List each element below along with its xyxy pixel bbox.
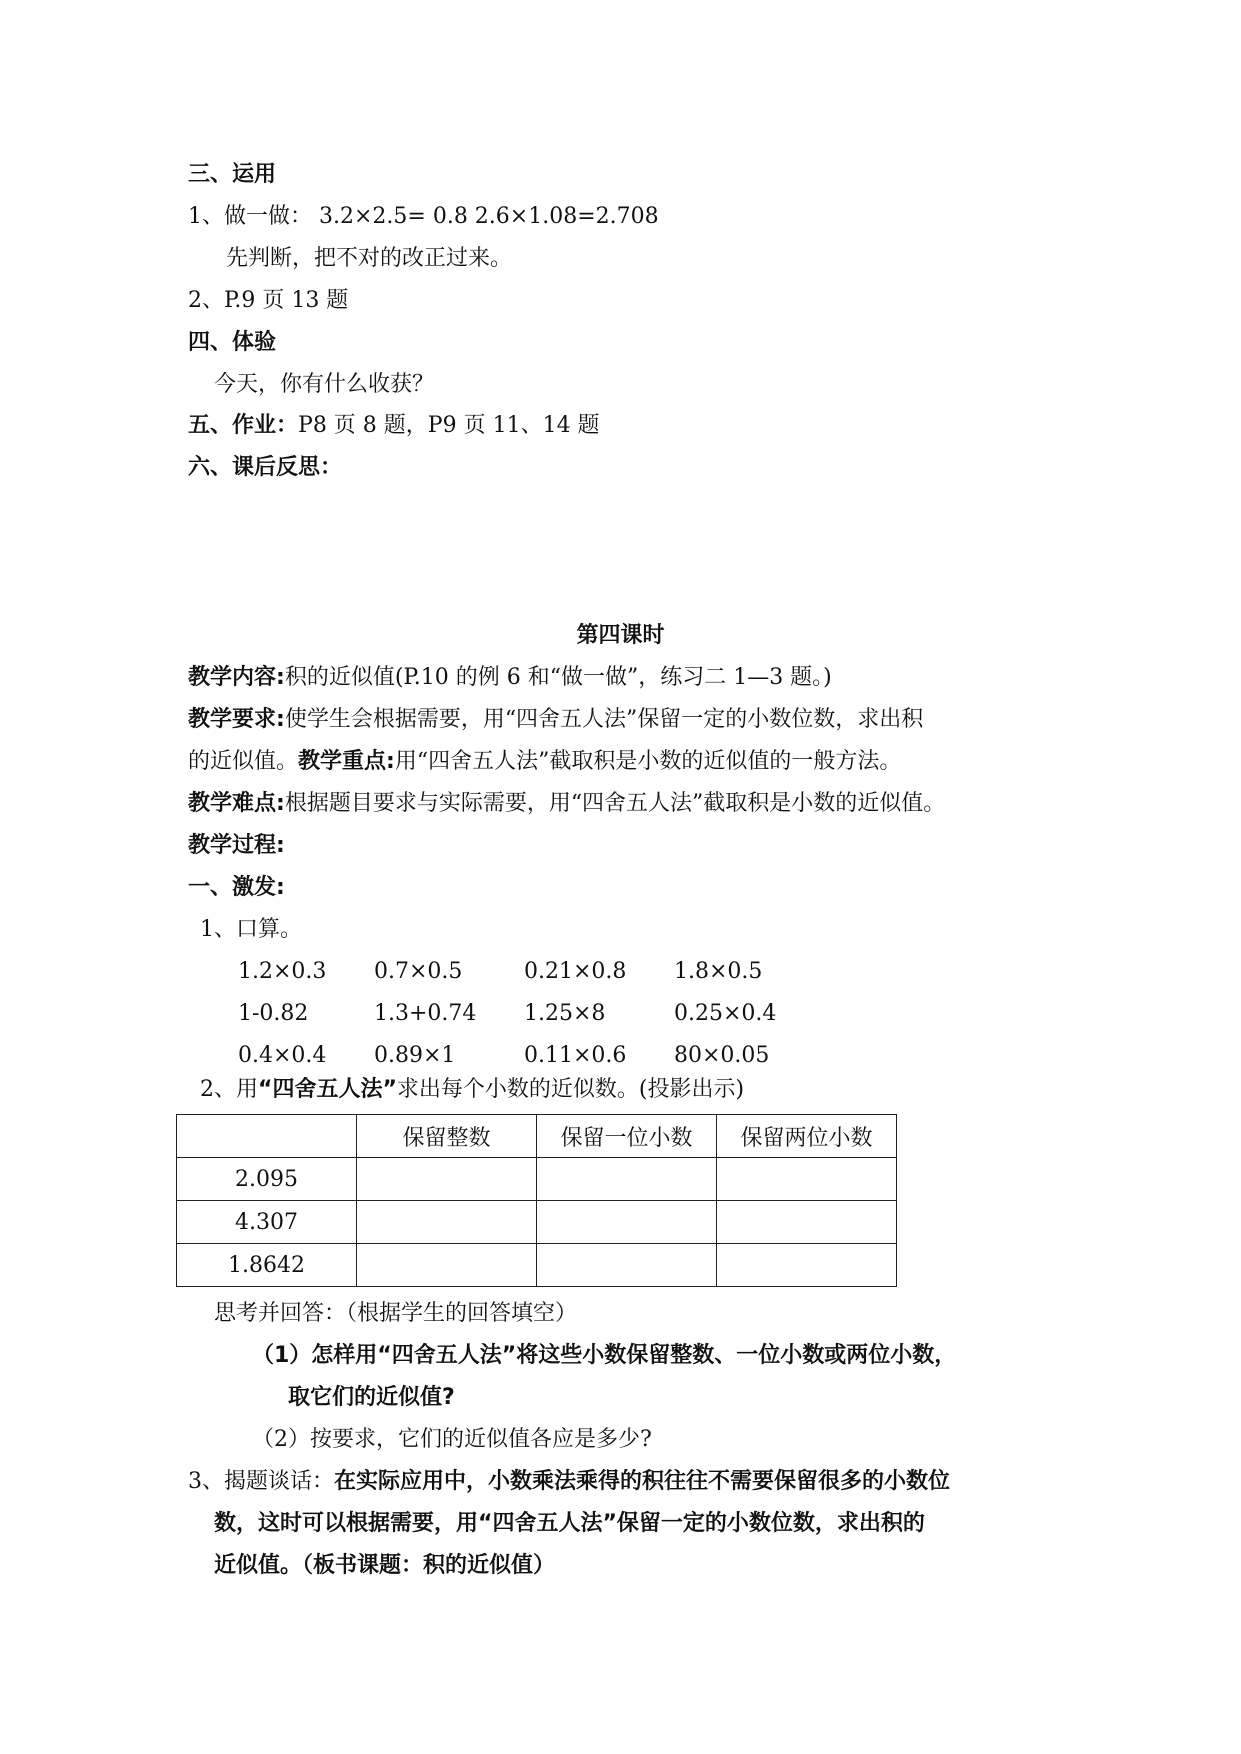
table-row-label: 4.307 <box>177 1201 357 1244</box>
teaching-process-label: 教学过程: <box>188 833 285 858</box>
oral-item: 0.4×0.4 <box>238 1043 327 1068</box>
table-row-label: 1.8642 <box>177 1244 357 1287</box>
section4-title: 四、体验 <box>188 330 277 355</box>
question2-method: “四舍五人法” <box>258 1077 397 1102</box>
table-header-cell: 保留一位小数 <box>537 1115 717 1158</box>
teaching-requirement-label: 教学要求: <box>188 707 285 732</box>
table-cell-empty <box>537 1158 717 1201</box>
oral-item: 80×0.05 <box>674 1043 770 1068</box>
table-header-row <box>177 1115 897 1158</box>
question3-prefix: 3、揭题谈话： <box>188 1469 334 1494</box>
oral-item: 1.25×8 <box>524 1001 606 1026</box>
table-cell-empty <box>717 1158 897 1201</box>
table-cell-empty <box>357 1201 537 1244</box>
section3-title: 三、运用 <box>188 162 277 187</box>
table-cell-empty <box>357 1158 537 1201</box>
teaching-difficulty <box>188 790 945 818</box>
teaching-key-label: 教学重点: <box>298 749 395 774</box>
table-cell-empty <box>537 1244 717 1287</box>
question2 <box>200 1076 744 1104</box>
question3-text-end: 近似值。（板书课题：积的近似值） <box>214 1553 556 1578</box>
section3-item1: 1、做一做： 3.2×2.5= 0.8 2.6×1.08=2.708 <box>188 204 659 229</box>
oral-item: 0.21×0.8 <box>524 959 627 984</box>
teaching-content-text: 积的近似值(P.10 的例 6 和“做一做”，练习二 1—3 题。) <box>284 665 832 690</box>
oral-item: 1-0.82 <box>238 1001 309 1026</box>
lesson-title: 第四课时 <box>576 623 665 648</box>
think-prompt: 思考并回答：（根据学生的回答填空） <box>214 1301 578 1326</box>
teaching-key-point <box>188 748 901 776</box>
approximation-table <box>176 1114 897 1287</box>
section5-line <box>188 412 600 440</box>
think-question1: （1）怎样用“四舍五人法”将这些小数保留整数、一位小数或两位小数， <box>252 1343 957 1368</box>
table-cell-empty <box>537 1201 717 1244</box>
oral-item: 1.2×0.3 <box>238 959 327 984</box>
section4-text: 今天，你有什么收获？ <box>214 372 435 397</box>
teaching-requirement <box>188 706 923 734</box>
think-question1-cont: 取它们的近似值? <box>288 1385 455 1410</box>
table-header-cell <box>177 1115 357 1158</box>
teaching-difficulty-text: 根据题目要求与实际需要，用“四舍五人法”截取积是小数的近似值。 <box>284 791 946 816</box>
teaching-requirement-text: 使学生会根据需要，用“四舍五人法”保留一定的小数位数，求出积 <box>284 707 924 732</box>
question3 <box>188 1468 950 1496</box>
teaching-difficulty-label: 教学难点: <box>188 791 285 816</box>
teaching-content <box>188 664 832 692</box>
table-row <box>177 1244 897 1287</box>
table-row-label: 2.095 <box>177 1158 357 1201</box>
oral-item: 0.11×0.6 <box>524 1043 627 1068</box>
table-row <box>177 1158 897 1201</box>
section6-title: 六、课后反思： <box>188 455 343 480</box>
oral-item: 0.25×0.4 <box>674 1001 777 1026</box>
teaching-requirement-text-cont: 的近似值。 <box>188 749 299 774</box>
table-cell-empty <box>717 1201 897 1244</box>
think-question2: （2）按要求，它们的近似值各应是多少? <box>252 1427 652 1452</box>
oral-item: 0.7×0.5 <box>374 959 463 984</box>
table-cell-empty <box>717 1244 897 1287</box>
table-header-cell: 保留整数 <box>357 1115 537 1158</box>
table-header-cell: 保留两位小数 <box>717 1115 897 1158</box>
question2-prefix: 2、用 <box>200 1077 258 1102</box>
section5-title: 五、作业： <box>188 413 299 438</box>
part1-title: 一、激发: <box>188 875 285 900</box>
oral-item: 1.8×0.5 <box>674 959 763 984</box>
question3-text: 在实际应用中，小数乘法乘得的积往往不需要保留很多的小数位 <box>334 1469 951 1494</box>
oral-item: 1.3+0.74 <box>374 1001 477 1026</box>
section3-item2: 2、P.9 页 13 题 <box>188 288 349 313</box>
teaching-content-label: 教学内容: <box>188 665 285 690</box>
table-row <box>177 1201 897 1244</box>
table-cell-empty <box>357 1244 537 1287</box>
question3-text-cont: 数，这时可以根据需要，用“四舍五人法”保留一定的小数位数，求出积的 <box>214 1511 925 1536</box>
question2-suffix: 求出每个小数的近似数。(投影出示) <box>396 1077 745 1102</box>
section3-item1-note: 先判断，把不对的改正过来。 <box>226 246 513 271</box>
teaching-key-text: 用“四舍五人法”截取积是小数的近似值的一般方法。 <box>394 749 902 774</box>
section5-text: P8 页 8 题，P9 页 11、14 题 <box>298 413 600 438</box>
oral-title: 1、口算。 <box>200 917 302 942</box>
oral-item: 0.89×1 <box>374 1043 456 1068</box>
